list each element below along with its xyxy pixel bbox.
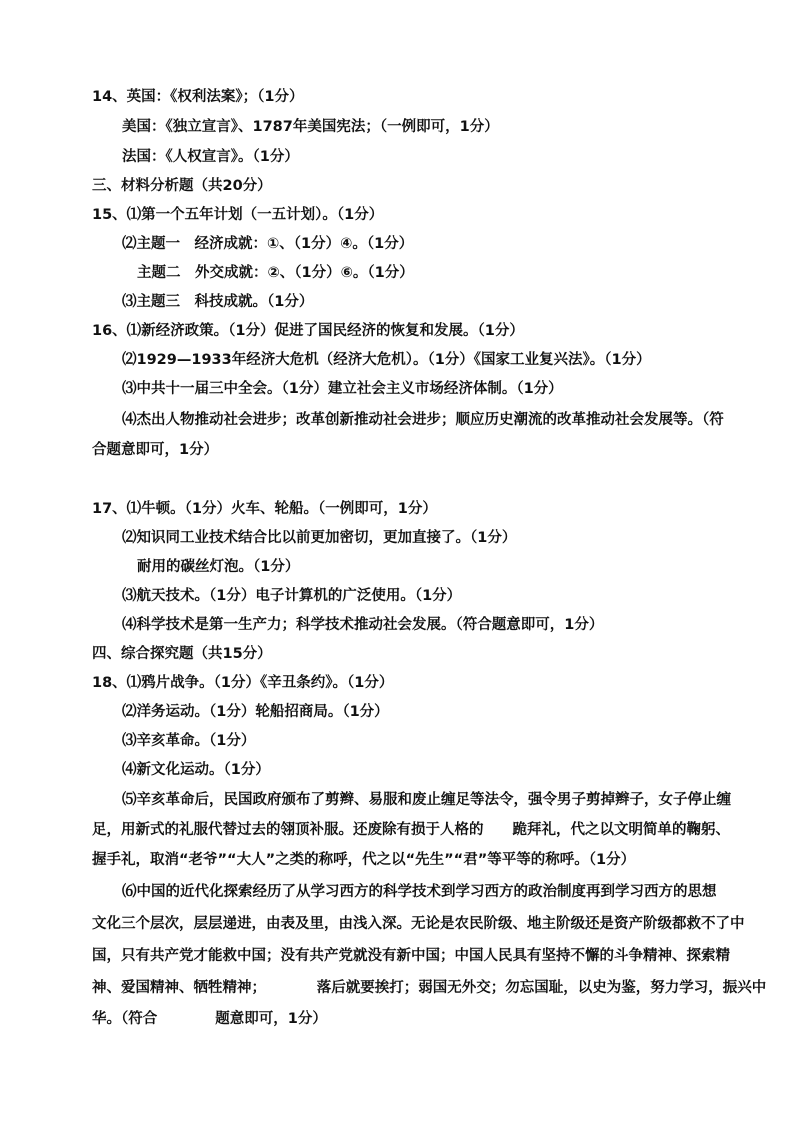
text-line: 文化三个层次，层层递进，由表及里，由浅入深。无论是农民阶级、地主阶级还是资产阶级都救不了中 (92, 916, 745, 932)
text-line: ⑶主题三 科技成就。（1分） (122, 294, 314, 310)
text-line: 17、⑴牛顿。（1分）火车、轮船。（一例即可，1分） (92, 501, 437, 517)
text-line: 国，只有共产党才能救中国；没有共产党就没有新中国；中国人民具有坚持不懈的斗争精神、探索精 (92, 948, 730, 964)
text-line: ⑶辛亥革命。（1分） (122, 733, 256, 749)
text-line: 16、⑴新经济政策。（1分）促进了国民经济的恢复和发展。（1分） (92, 323, 524, 339)
text-line: 15、⑴第一个五年计划（一五计划）。（1分） (92, 207, 384, 223)
text-line: ⑸辛亥革命后，民国政府颁布了剪辫、易服和废止缠足等法令，强令男子剪掉辫子，女子停止缠 (122, 792, 731, 808)
text-line: ⑵主题一 经济成就：①、（1分）④。（1分） (122, 236, 414, 252)
text-line: 神、爱国精神、牺牲精神； 落后就要挨打；弱国无外交；勿忘国耻，以史为鉴，努力学习，振兴中 (92, 980, 767, 996)
text-line: 三、材料分析题（共20分） (92, 178, 272, 194)
text-line: 主题二 外交成就：②、（1分）⑥。（1分） (137, 265, 414, 281)
text-line: ⑵1929—1933年经济大危机（经济大危机）。（1分）《国家工业复兴法》。（1分） (122, 352, 651, 368)
text-line: 美国：《独立宣言》、1787年美国宪法；（一例即可，1分） (122, 119, 499, 135)
text-line: 华。（符合 题意即可，1分） (92, 1011, 327, 1027)
text-line: ⑶航天技术。（1分）电子计算机的广泛使用。（1分） (122, 588, 462, 604)
text-line: ⑶中共十一届三中全会。（1分）建立社会主义市场经济体制。（1分） (122, 381, 563, 397)
text-line: ⑷新文化运动。（1分） (122, 762, 270, 778)
text-line: 18、⑴鸦片战争。（1分）《辛丑条约》。（1分） (92, 675, 394, 691)
text-line: ⑵知识同工业技术结合比以前更加密切，更加直接了。（1分） (122, 530, 517, 546)
text-line: 耐用的碳丝灯泡。（1分） (137, 559, 300, 575)
text-line: 足，用新式的礼服代替过去的翎顶补服。还废除有损于人格的 跪拜礼，代之以文明简单的鞠躬、 (92, 822, 730, 838)
text-line: 法国：《人权宣言》。（1分） (122, 149, 299, 165)
text-line: ⑹中国的近代化探索经历了从学习西方的科学技术到学习西方的政治制度再到学习西方的思想 (122, 884, 717, 900)
text-line: ⑷科学技术是第一生产力；科学技术推动社会发展。（符合题意即可，1分） (122, 617, 604, 633)
text-line: ⑷杰出人物推动社会进步；改革创新推动社会进步；顺应历史潮流的改革推动社会发展等。（符 (122, 412, 724, 428)
text-line: 握手礼，取消“老爷”“大人”之类的称呼，代之以“先生”“君”等平等的称呼。（1分） (92, 852, 636, 868)
text-line: ⑵洋务运动。（1分）轮船招商局。（1分） (122, 704, 389, 720)
text-line: 合题意即可，1分） (92, 442, 219, 458)
text-line: 四、综合探究题（共15分） (92, 646, 272, 662)
text-line: 14、英国：《权利法案》；（1分） (92, 89, 304, 105)
